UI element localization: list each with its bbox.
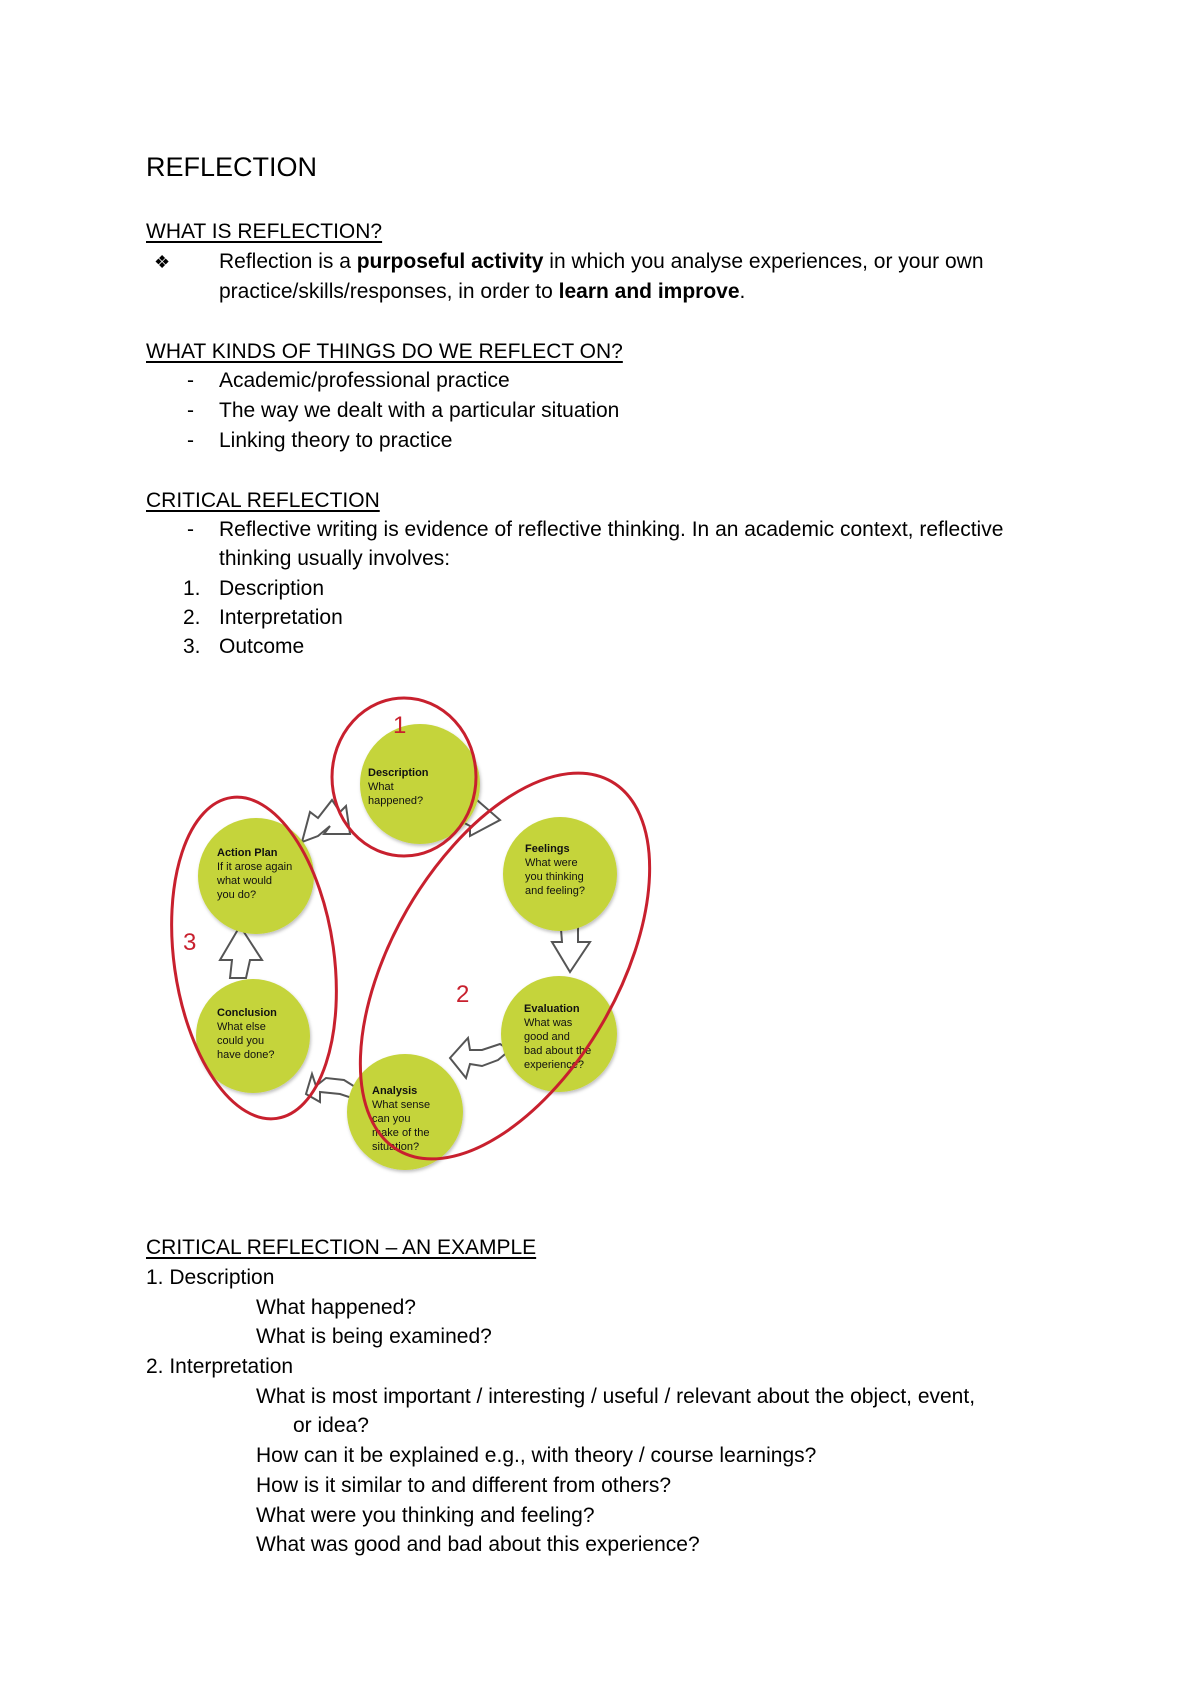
action-plan-line: what would — [217, 875, 273, 887]
step-label: Outcome — [219, 635, 305, 658]
evaluation-line: experience? — [524, 1059, 584, 1071]
group-3-label: 3 — [183, 929, 197, 956]
feelings-line: you thinking — [525, 871, 584, 883]
evaluation-line: bad about the — [524, 1045, 592, 1057]
example-question: How can it be explained e.g., with theory / course learnings? — [256, 1444, 817, 1467]
reflection-definition-line1: Reflection is a purposeful activity in which you analyse experiences, or your own — [219, 250, 984, 273]
step-number: 3. — [183, 635, 201, 658]
analysis-title: Analysis — [372, 1085, 418, 1097]
analysis-line: situation? — [372, 1141, 420, 1153]
conclusion-title: Conclusion — [217, 1007, 277, 1019]
section-heading-what-kinds: WHAT KINDS OF THINGS DO WE REFLECT ON? — [146, 340, 623, 363]
conclusion-line: What else — [217, 1021, 266, 1033]
evaluation-title: Evaluation — [524, 1003, 580, 1015]
action-plan-line: you do? — [217, 889, 257, 901]
example-question: What is being examined? — [256, 1325, 492, 1348]
action-plan-title: Action Plan — [217, 847, 278, 859]
example-interpretation-header: 2. Interpretation — [146, 1355, 294, 1378]
feelings-title: Feelings — [525, 843, 570, 855]
list-dash: - — [187, 369, 194, 392]
section-heading-critical-reflection: CRITICAL REFLECTION — [146, 489, 380, 512]
group-2-label: 2 — [456, 981, 470, 1008]
group-1-label: 1 — [393, 712, 407, 739]
description-title: Description — [368, 767, 429, 779]
conclusion-line: have done? — [217, 1049, 275, 1061]
example-question: How is it similar to and different from others? — [256, 1474, 672, 1497]
example-question-continued: or idea? — [293, 1414, 369, 1437]
evaluation-line: good and — [524, 1031, 570, 1043]
step-label: Description — [219, 577, 325, 600]
example-question: What is most important / interesting / useful / relevant about the object, event, — [256, 1385, 976, 1408]
section-heading-what-is-reflection: WHAT IS REFLECTION? — [146, 220, 383, 243]
example-question: What was good and bad about this experience? — [256, 1533, 700, 1556]
conclusion-line: could you — [217, 1035, 265, 1047]
list-dash: - — [187, 399, 194, 422]
step-label: Interpretation — [219, 606, 343, 629]
example-description-header: 1. Description — [146, 1266, 275, 1289]
list-item: The way we dealt with a particular situation — [219, 399, 620, 422]
analysis-line: can you — [372, 1113, 411, 1125]
description-line: happened? — [368, 795, 424, 807]
example-question: What were you thinking and feeling? — [256, 1504, 595, 1527]
example-question: What happened? — [256, 1296, 416, 1319]
reflection-definition-line2: practice/skills/responses, in order to learn and improve. — [219, 280, 746, 303]
action-plan-line: If it arose again — [217, 861, 293, 873]
feelings-line: What were — [525, 857, 578, 869]
list-dash: - — [187, 429, 194, 452]
list-dash: - — [187, 518, 194, 541]
critical-reflection-intro-line2: thinking usually involves: — [219, 547, 451, 570]
list-item: Linking theory to practice — [219, 429, 453, 452]
analysis-line: make of the — [372, 1127, 430, 1139]
step-number: 1. — [183, 577, 201, 600]
list-item: Academic/professional practice — [219, 369, 510, 392]
evaluation-line: What was — [524, 1017, 573, 1029]
description-line: What — [368, 781, 394, 793]
arrow-evaluation-to-analysis-icon — [450, 1038, 510, 1078]
section-heading-example: CRITICAL REFLECTION – AN EXAMPLE — [146, 1236, 537, 1259]
page-title: REFLECTION — [146, 152, 318, 182]
step-number: 2. — [183, 606, 201, 629]
critical-reflection-intro-line1: Reflective writing is evidence of reflective thinking. In an academic context, reflective — [219, 518, 1004, 541]
analysis-line: What sense — [372, 1099, 431, 1111]
bullet-diamond-icon: ❖ — [154, 252, 171, 272]
feelings-line: and feeling? — [525, 885, 585, 897]
